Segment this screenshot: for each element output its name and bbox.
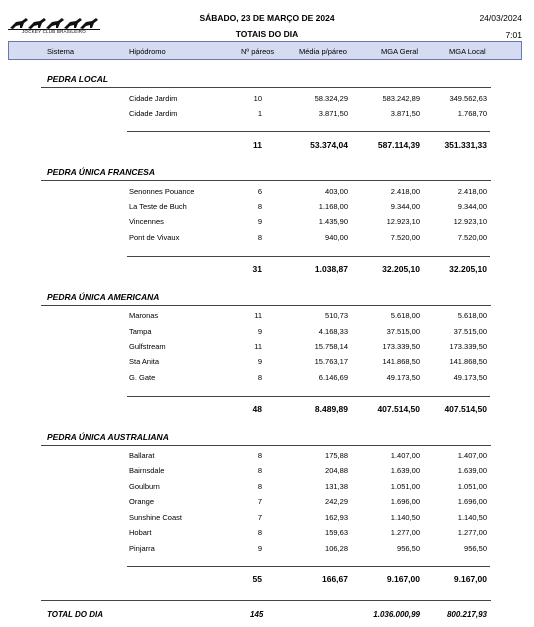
cell-media: 15.758,14 bbox=[314, 342, 348, 351]
cell-mga-geral: 1.051,00 bbox=[390, 482, 420, 491]
cell-media: 175,88 bbox=[325, 451, 348, 460]
table-row bbox=[0, 528, 534, 542]
cell-pareos: 6 bbox=[257, 187, 262, 196]
cell-media: 403,00 bbox=[325, 187, 348, 196]
cell-hipodromo: Sta Anita bbox=[129, 357, 160, 366]
cell-mga-geral: 37.515,00 bbox=[386, 327, 420, 336]
table-row bbox=[0, 217, 534, 231]
cell-hipodromo: Pinjarra bbox=[129, 544, 155, 553]
cell-mga-local: 1.407,00 bbox=[457, 451, 487, 460]
section-title: PEDRA ÚNICA AMERICANA bbox=[47, 292, 160, 302]
cell-hipodromo: Orange bbox=[129, 497, 155, 506]
cell-hipodromo: Gulfstream bbox=[129, 342, 166, 351]
table-row bbox=[0, 513, 534, 527]
table-row bbox=[0, 466, 534, 480]
cell-hipodromo: Bairnsdale bbox=[129, 466, 165, 475]
cell-pareos: 8 bbox=[257, 202, 262, 211]
cell-pareos: 11 bbox=[254, 342, 262, 351]
cell-media: 4.168,33 bbox=[318, 327, 348, 336]
cell-mga-geral: 583.242,89 bbox=[382, 94, 420, 103]
section-divider bbox=[41, 445, 491, 446]
cell-pareos: 9 bbox=[257, 357, 262, 366]
cell-hipodromo: G. Gate bbox=[129, 373, 156, 382]
cell-media: 242,29 bbox=[325, 497, 348, 506]
report-title: SÁBADO, 23 DE MARÇO DE 2024 bbox=[199, 13, 335, 23]
cell-mga-geral: 1.036.000,99 bbox=[373, 610, 420, 619]
cell-mga-local: 351.331,33 bbox=[444, 140, 487, 150]
cell-mga-geral: 956,50 bbox=[397, 544, 420, 553]
cell-mga-geral: 1.696,00 bbox=[390, 497, 420, 506]
cell-mga-local: 1.768,70 bbox=[457, 109, 487, 118]
cell-mga-local: 349.562,63 bbox=[449, 94, 487, 103]
cell-media: 204,88 bbox=[325, 466, 348, 475]
cell-mga-geral: 9.167,00 bbox=[386, 574, 420, 584]
cell-mga-geral: 141.868,50 bbox=[382, 357, 420, 366]
cell-pareos: 8 bbox=[257, 528, 262, 537]
cell-mga-local: 407.514,50 bbox=[444, 404, 487, 414]
cell-mga-local: 32.205,10 bbox=[449, 264, 487, 274]
cell-pareos: 1 bbox=[257, 109, 262, 118]
subtotal-divider bbox=[127, 256, 490, 257]
cell-pareos: 9 bbox=[257, 327, 262, 336]
cell-mga-geral: 9.344,00 bbox=[390, 202, 420, 211]
table-row bbox=[0, 94, 534, 108]
cell-mga-local: 9.167,00 bbox=[453, 574, 487, 584]
table-row bbox=[0, 357, 534, 371]
cell-mga-local: 173.339,50 bbox=[449, 342, 487, 351]
subtotal-divider bbox=[127, 566, 490, 567]
section-divider bbox=[41, 180, 491, 181]
report-subtitle: TOTAIS DO DIA bbox=[235, 29, 299, 39]
cell-mga-local: 141.868,50 bbox=[449, 357, 487, 366]
cell-hipodromo: Cidade Jardim bbox=[129, 94, 178, 103]
cell-mga-local: 9.344,00 bbox=[457, 202, 487, 211]
cell-media: 15.763,17 bbox=[314, 357, 348, 366]
cell-mga-local: 800.217,93 bbox=[446, 610, 487, 619]
table-row bbox=[0, 327, 534, 341]
cell-hipodromo: Pont de Vivaux bbox=[129, 233, 180, 242]
section-title: PEDRA ÚNICA FRANCESA bbox=[47, 167, 155, 177]
cell-media: 940,00 bbox=[325, 233, 348, 242]
cell-media: 510,73 bbox=[325, 311, 348, 320]
cell-mga-local: 5.618,00 bbox=[457, 311, 487, 320]
cell-pareos: 11 bbox=[254, 311, 262, 320]
col-media: Média p/páreo bbox=[299, 47, 347, 56]
cell-mga-local: 7.520,00 bbox=[457, 233, 487, 242]
cell-hipodromo: Goulburn bbox=[129, 482, 160, 491]
table-row bbox=[0, 202, 534, 216]
subtotal-row bbox=[0, 140, 534, 154]
subtotal-row bbox=[0, 574, 534, 588]
cell-mga-geral: 49.173,50 bbox=[386, 373, 420, 382]
cell-pareos: 7 bbox=[257, 513, 262, 522]
cell-mga-local: 1.140,50 bbox=[457, 513, 487, 522]
cell-hipodromo: Senonnes Pouance bbox=[129, 187, 195, 196]
table-row bbox=[0, 482, 534, 496]
cell-mga-geral: 1.277,00 bbox=[390, 528, 420, 537]
table-row bbox=[0, 187, 534, 201]
cell-media: 159,63 bbox=[325, 528, 348, 537]
cell-mga-local: 49.173,50 bbox=[453, 373, 487, 382]
cell-media: 106,28 bbox=[325, 544, 348, 553]
section-title: PEDRA ÚNICA AUSTRALIANA bbox=[47, 432, 169, 442]
section-title: PEDRA LOCAL bbox=[47, 74, 109, 84]
cell-hipodromo: Hobart bbox=[129, 528, 152, 537]
cell-media: 1.168,00 bbox=[318, 202, 348, 211]
table-row bbox=[0, 544, 534, 558]
cell-hipodromo: Sunshine Coast bbox=[129, 513, 182, 522]
cell-media: 3.871,50 bbox=[318, 109, 348, 118]
logo-caption: JOCKEY CLUB BRASILEIRO bbox=[22, 29, 86, 34]
cell-media: 8.489,89 bbox=[314, 404, 348, 414]
cell-mga-local: 1.639,00 bbox=[457, 466, 487, 475]
table-row bbox=[0, 311, 534, 325]
cell-pareos: 8 bbox=[257, 451, 262, 460]
column-header-bar bbox=[8, 41, 522, 60]
cell-pareos: 10 bbox=[253, 94, 262, 103]
cell-mga-geral: 1.639,00 bbox=[390, 466, 420, 475]
cell-hipodromo: Ballarat bbox=[129, 451, 155, 460]
cell-pareos: 55 bbox=[252, 574, 262, 584]
report-date: 24/03/2024 bbox=[479, 13, 522, 23]
cell-mga-geral: 7.520,00 bbox=[390, 233, 420, 242]
cell-mga-geral: 12.923,10 bbox=[386, 217, 420, 226]
cell-media: 166,67 bbox=[322, 574, 348, 584]
cell-mga-geral: 32.205,10 bbox=[382, 264, 420, 274]
cell-media: 162,93 bbox=[325, 513, 348, 522]
col-mga-geral: MGA Geral bbox=[381, 47, 419, 56]
col-mga-local: MGA Local bbox=[449, 47, 486, 56]
cell-media: 1.435,90 bbox=[318, 217, 348, 226]
cell-media: 6.146,69 bbox=[318, 373, 348, 382]
cell-media: 131,38 bbox=[325, 482, 348, 491]
table-row bbox=[0, 233, 534, 247]
table-row bbox=[0, 373, 534, 387]
cell-mga-local: 1.277,00 bbox=[457, 528, 487, 537]
cell-hipodromo: Vincennes bbox=[129, 217, 164, 226]
cell-mga-local: 1.696,00 bbox=[457, 497, 487, 506]
cell-hipodromo: Maronas bbox=[129, 311, 159, 320]
cell-pareos: 8 bbox=[257, 373, 262, 382]
col-sistema: Sistema bbox=[47, 47, 75, 56]
cell-mga-geral: 173.339,50 bbox=[382, 342, 420, 351]
cell-mga-geral: 2.418,00 bbox=[390, 187, 420, 196]
cell-pareos: 8 bbox=[257, 466, 262, 475]
cell-pareos: 31 bbox=[252, 264, 262, 274]
table-row bbox=[0, 109, 534, 123]
cell-mga-geral: 587.114,39 bbox=[377, 140, 420, 150]
cell-mga-local: 956,50 bbox=[464, 544, 487, 553]
cell-pareos: 9 bbox=[257, 217, 262, 226]
table-row bbox=[0, 342, 534, 356]
cell-mga-local: 1.051,00 bbox=[457, 482, 487, 491]
col-hipodromo: Hipódromo bbox=[129, 47, 166, 56]
cell-hipodromo: La Teste de Buch bbox=[129, 202, 187, 211]
cell-mga-geral: 5.618,00 bbox=[390, 311, 420, 320]
cell-pareos: 8 bbox=[257, 482, 262, 491]
cell-pareos: 7 bbox=[257, 497, 262, 506]
cell-hipodromo: Tampa bbox=[129, 327, 152, 336]
cell-mga-geral: 1.407,00 bbox=[390, 451, 420, 460]
grand-total-label: TOTAL DO DIA bbox=[47, 610, 103, 619]
subtotal-row bbox=[0, 264, 534, 278]
report-time: 7:01 bbox=[505, 30, 522, 40]
cell-pareos: 9 bbox=[257, 544, 262, 553]
table-row bbox=[0, 497, 534, 511]
cell-pareos: 8 bbox=[257, 233, 262, 242]
cell-pareos: 48 bbox=[252, 404, 262, 414]
cell-mga-geral: 1.140,50 bbox=[390, 513, 420, 522]
cell-mga-local: 2.418,00 bbox=[457, 187, 487, 196]
subtotal-divider bbox=[127, 131, 490, 132]
cell-mga-geral: 407.514,50 bbox=[377, 404, 420, 414]
cell-mga-local: 12.923,10 bbox=[453, 217, 487, 226]
col-pareos: Nº páreos bbox=[241, 47, 275, 56]
cell-media: 1.038,87 bbox=[314, 264, 348, 274]
grand-total-divider bbox=[41, 600, 491, 601]
section-divider bbox=[41, 305, 491, 306]
cell-media: 58.324,29 bbox=[314, 94, 348, 103]
grand-total-row bbox=[0, 610, 534, 624]
cell-mga-local: 37.515,00 bbox=[453, 327, 487, 336]
table-row bbox=[0, 451, 534, 465]
cell-pareos: 145 bbox=[250, 610, 264, 619]
cell-pareos: 11 bbox=[253, 140, 262, 150]
cell-media: 53.374,04 bbox=[310, 140, 348, 150]
section-divider bbox=[41, 87, 491, 88]
cell-mga-geral: 3.871,50 bbox=[390, 109, 420, 118]
subtotal-divider bbox=[127, 396, 490, 397]
subtotal-row bbox=[0, 404, 534, 418]
cell-hipodromo: Cidade Jardim bbox=[129, 109, 178, 118]
